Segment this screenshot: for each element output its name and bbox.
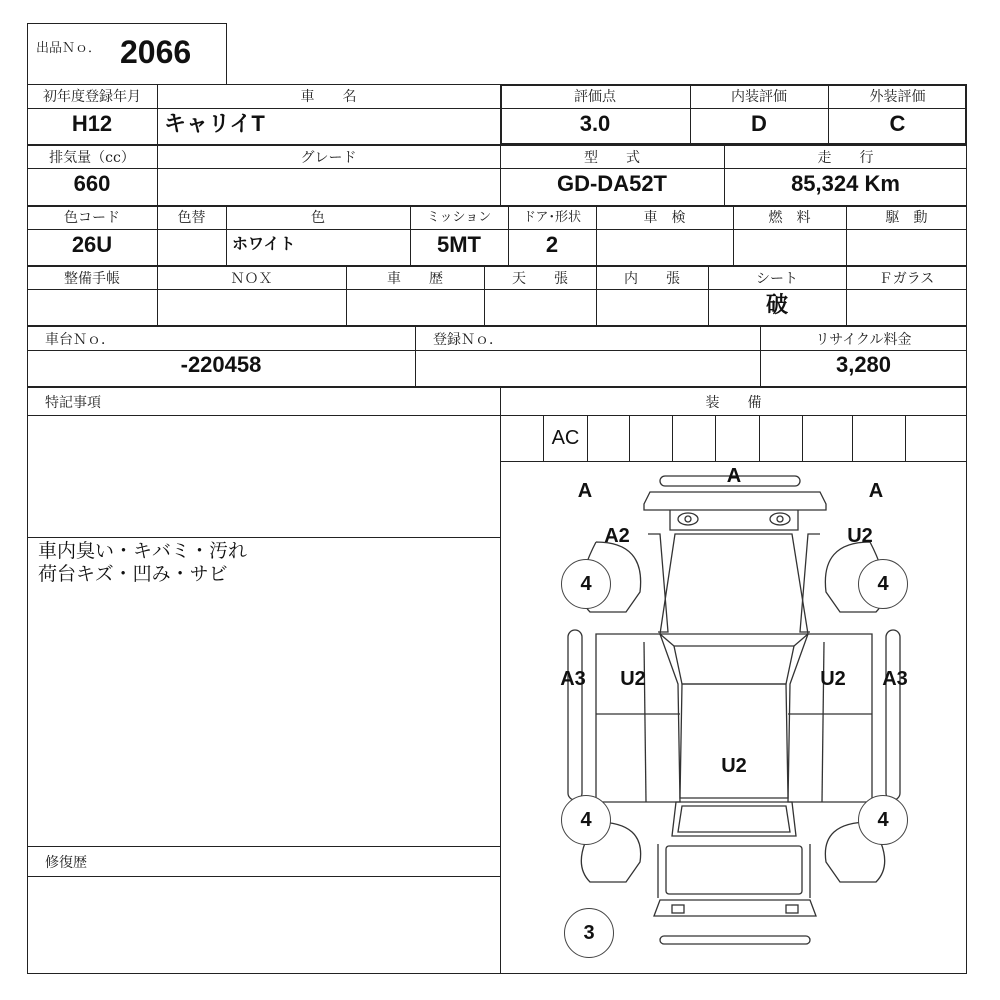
mark-bed: U2	[721, 755, 747, 777]
tire-front-right: 4	[858, 559, 908, 609]
history-label: 車 歴	[387, 271, 443, 287]
interior-label: 内装評価	[731, 89, 787, 105]
roof-label: 天 張	[512, 271, 568, 287]
equipment-cell: AC	[544, 416, 588, 461]
reg-no-label: 登録Ｎｏ．	[433, 332, 503, 348]
mark-right-front-corner: A	[868, 480, 884, 502]
color-code-value: 26U	[71, 232, 113, 257]
equipment-cell	[630, 416, 673, 461]
lot-number-label: 出品Ｎｏ．	[36, 41, 102, 56]
grade-label: グレード	[300, 150, 357, 166]
nox-label: ＮＯＸ	[230, 271, 273, 287]
mark-right-a-pillar: U2	[847, 525, 873, 547]
tire-spare: 3	[564, 908, 614, 958]
special-notes-label: 特記事項	[45, 395, 101, 411]
recycle-value: 3,280	[835, 352, 892, 377]
equipment-cell	[588, 416, 630, 461]
special-notes-text: 車内臭い・キバミ・汚れ 荷台キズ・凹み・サビ	[38, 540, 248, 585]
exterior-label: 外装評価	[869, 89, 926, 105]
mark-front-bumper: A	[726, 465, 742, 487]
door-label: ドア･形状	[522, 210, 582, 225]
repair-history-label: 修復歴	[45, 855, 87, 871]
mark-left-front-corner: A	[577, 480, 593, 502]
repaint-label: 色替	[177, 210, 206, 226]
equipment-cell	[673, 416, 716, 461]
model-label: 型 式	[584, 150, 640, 166]
car-name-label: 車 名	[300, 89, 357, 105]
door-value: 2	[545, 232, 559, 257]
model-value: GD-DA52T	[556, 171, 667, 196]
vehicle-diagram	[500, 462, 967, 974]
fuel-label: 燃 料	[768, 210, 811, 226]
mark-right-door: U2	[820, 668, 846, 690]
mileage-value: 85,324 Km	[791, 171, 900, 196]
exterior-value: C	[889, 111, 906, 136]
chassis-value: -220458	[180, 352, 262, 377]
mileage-label: 走 行	[817, 150, 874, 166]
first-reg-label: 初年度登録年月	[43, 89, 141, 105]
equipment-cell	[500, 416, 544, 461]
equipment-cell	[853, 416, 906, 461]
service-book-label: 整備手帳	[64, 271, 120, 287]
glass-label: Ｆガラス	[878, 271, 935, 287]
interior-value: D	[751, 111, 767, 136]
equipment-label: 装 備	[705, 395, 762, 411]
seat-label: シート	[756, 271, 798, 287]
color-code-label: 色コード	[64, 210, 120, 226]
score-label: 評価点	[574, 89, 616, 105]
equipment-cell	[760, 416, 803, 461]
chassis-label: 車台Ｎｏ．	[45, 332, 115, 348]
mark-left-rocker: A3	[560, 668, 586, 690]
mark-right-rocker: A3	[882, 668, 908, 690]
equipment-cell	[906, 416, 967, 461]
score-value: 3.0	[579, 111, 611, 136]
mission-value: 5MT	[437, 232, 481, 257]
drive-label: 駆 動	[885, 210, 928, 226]
equipment-cell	[803, 416, 853, 461]
tire-front-left: 4	[561, 559, 611, 609]
displacement-value: 660	[73, 171, 111, 196]
trim-label: 内 張	[624, 271, 680, 287]
color-value: ホワイト	[232, 236, 296, 253]
mission-label: ミッション	[426, 210, 492, 225]
equipment-cell	[716, 416, 760, 461]
tire-rear-right: 4	[858, 795, 908, 845]
lot-number: 2066	[120, 34, 192, 70]
mark-left-door: U2	[620, 668, 646, 690]
first-reg-value: H12	[71, 111, 113, 136]
inspection-label: 車 検	[643, 210, 686, 226]
recycle-label: リサイクル料金	[815, 332, 912, 348]
car-name-value: キャリイT	[164, 111, 265, 136]
color-label: 色	[311, 210, 325, 226]
mark-left-a-pillar: A2	[604, 525, 630, 547]
seat-value: 破	[765, 293, 788, 318]
displacement-label: 排気量（cc）	[49, 150, 135, 166]
tire-rear-left: 4	[561, 795, 611, 845]
